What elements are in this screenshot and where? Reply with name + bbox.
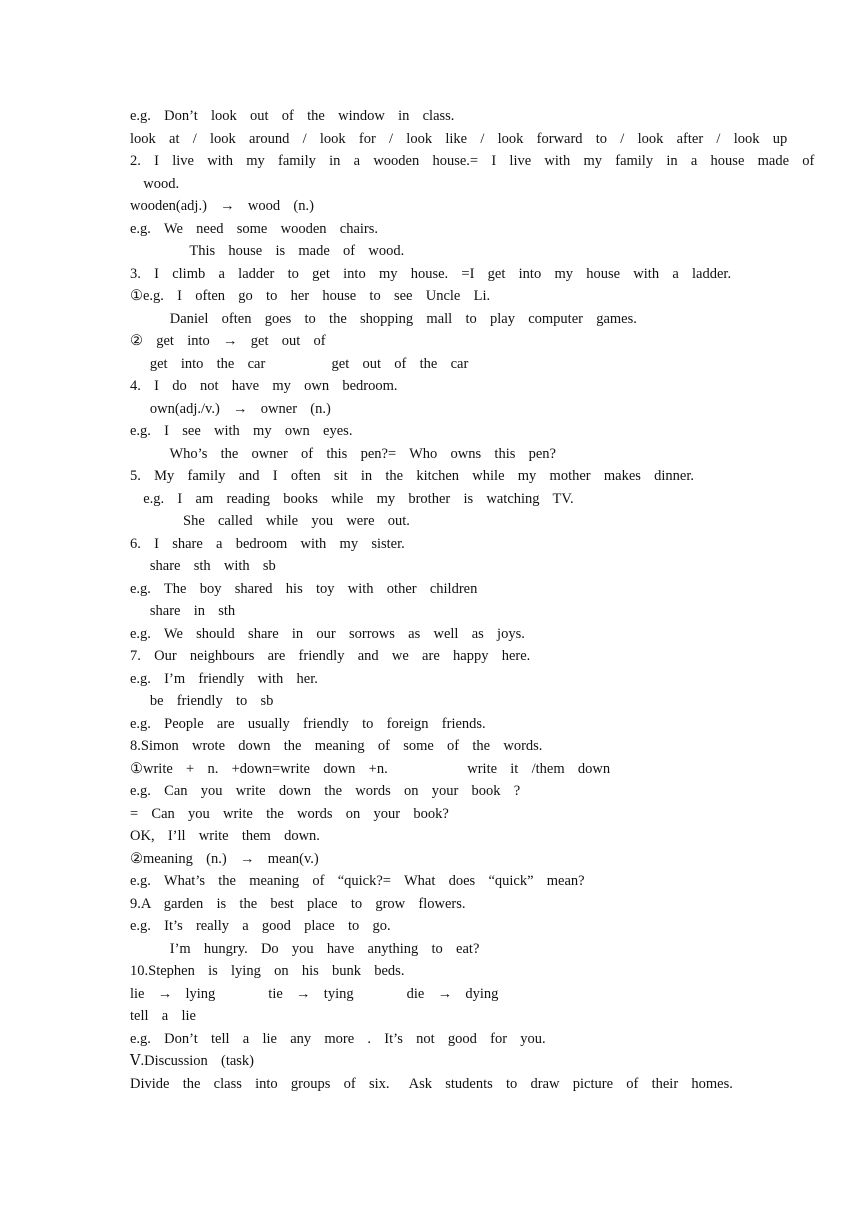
text-line: 3. I climb a ladder to get into my house. =I get into my house with a ladder. bbox=[130, 265, 732, 282]
text-line: 2. I live with my family in a wooden house.= I live with my family in a house made of bbox=[130, 153, 815, 169]
text-line: 9.A garden is the best place to grow flowers. bbox=[130, 895, 466, 912]
text-line: 10.Stephen is lying on his bunk beds. bbox=[130, 963, 405, 979]
text-line: ②meaning (n.) → mean(v.) bbox=[130, 850, 319, 867]
text-line: 8.Simon wrote down the meaning of some of the words. bbox=[130, 738, 543, 754]
text-line: She called while you were out. bbox=[130, 513, 410, 529]
text-line: Who’s the owner of this pen?= Who owns this pen? bbox=[130, 445, 556, 462]
text-line: e.g. The boy shared his toy with other children bbox=[130, 580, 478, 597]
text-line: be friendly to sb bbox=[130, 693, 274, 709]
text-line: I’m hungry. Do you have anything to eat? bbox=[130, 940, 480, 957]
text-line: Daniel often goes to the shopping mall to play computer games. bbox=[130, 310, 637, 327]
section-heading: Ⅴ.Discussion (task) bbox=[130, 1053, 255, 1069]
text-line: 4. I do not have my own bedroom. bbox=[130, 378, 398, 394]
text-line: = Can you write the words on your book? bbox=[130, 805, 449, 822]
text-line: e.g. I see with my own eyes. bbox=[130, 423, 353, 439]
text-line: tell a lie bbox=[130, 1008, 196, 1024]
text-line: e.g. People are usually friendly to foreign friends. bbox=[130, 715, 486, 732]
text-line: look at / look around / look for / look like / look forward to / look after / look up bbox=[130, 130, 788, 147]
text-line: wood. bbox=[130, 175, 180, 192]
document-page bbox=[130, 105, 815, 1095]
text-line: 6. I share a bedroom with my sister. bbox=[130, 535, 405, 552]
text-line: ② get into → get out of bbox=[130, 333, 326, 349]
text-line: wooden(adj.) → wood (n.) bbox=[130, 198, 314, 214]
text-line: e.g. Can you write down the words on your book ? bbox=[130, 783, 521, 799]
text-line: e.g. We need some wooden chairs. bbox=[130, 220, 379, 237]
text-line: e.g. Don’t tell a lie any more . It’s not good for you. bbox=[130, 1030, 546, 1047]
text-line: e.g. I’m friendly with her. bbox=[130, 670, 318, 687]
text-line: This house is made of wood. bbox=[130, 243, 405, 259]
text-line: e.g. Don’t look out of the window in class. bbox=[130, 108, 455, 124]
text-line: e.g. I am reading books while my brother is watching TV. bbox=[130, 490, 574, 507]
text-line: ①write + n. +down=write down +n. write it /them down bbox=[130, 760, 611, 777]
text-line: OK, I’ll write them down. bbox=[130, 828, 320, 844]
text-line: 5. My family and I often sit in the kitchen while my mother makes dinner. bbox=[130, 468, 695, 484]
text-line: e.g. We should share in our sorrows as well as joys. bbox=[130, 625, 525, 642]
text-line: lie → lying tie → tying die → dying bbox=[130, 985, 499, 1002]
text-line: ①e.g. I often go to her house to see Uncle Li. bbox=[130, 288, 491, 304]
text-line: e.g. It’s really a good place to go. bbox=[130, 918, 391, 934]
text-line: Divide the class into groups of six. Ask students to draw picture of their homes. bbox=[130, 1075, 733, 1092]
text-line: own(adj./v.) → owner (n.) bbox=[130, 400, 331, 417]
text-line: share in sth bbox=[130, 603, 236, 619]
text-line: get into the car get out of the car bbox=[130, 355, 469, 372]
text-line: 7. Our neighbours are friendly and we are happy here. bbox=[130, 648, 531, 664]
text-line: share sth with sb bbox=[130, 558, 276, 574]
text-line: e.g. What’s the meaning of “quick?= What does “quick” mean? bbox=[130, 873, 585, 889]
